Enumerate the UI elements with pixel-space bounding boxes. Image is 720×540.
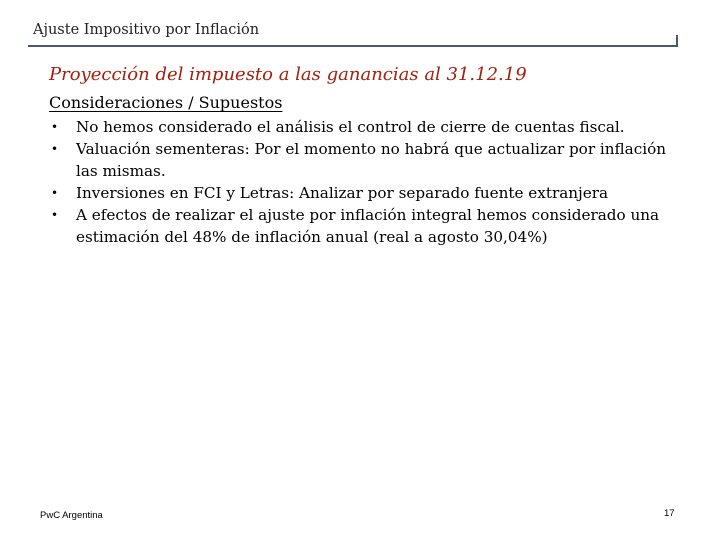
bullet-marker: • xyxy=(51,142,59,156)
bullet-item xyxy=(49,138,689,182)
bullet-item xyxy=(49,182,689,204)
bullet-item xyxy=(49,204,689,248)
bullet-text: A efectos de realizar el ajuste por inflación integral hemos considerado una estimación del 48% de inflación anual (real a agosto 30,04%) xyxy=(76,206,660,246)
slide-header-title: Ajuste Impositivo por Inflación xyxy=(33,22,260,38)
bullet-text: No hemos considerado el análisis el control de cierre de cuentas fiscal. xyxy=(76,118,625,136)
bullet-marker: • xyxy=(51,208,59,222)
bullet-marker: • xyxy=(51,120,59,134)
bullet-list xyxy=(49,116,689,248)
header-divider-tick xyxy=(676,35,678,47)
bullet-text: Valuación sementeras: Por el momento no habrá que actualizar por inflación las mismas. xyxy=(76,140,667,180)
slide-title: Proyección del impuesto a las ganancias al 31.12.19 xyxy=(49,64,527,85)
bullet-text: Inversiones en FCI y Letras: Analizar por separado fuente extranjera xyxy=(76,184,609,202)
footer-brand: PwC Argentina xyxy=(40,510,103,521)
header-divider xyxy=(28,45,678,47)
bullet-item xyxy=(49,116,689,138)
page-number: 17 xyxy=(664,508,675,519)
bullet-marker: • xyxy=(51,186,59,200)
subheading: Consideraciones / Supuestos xyxy=(49,93,283,112)
